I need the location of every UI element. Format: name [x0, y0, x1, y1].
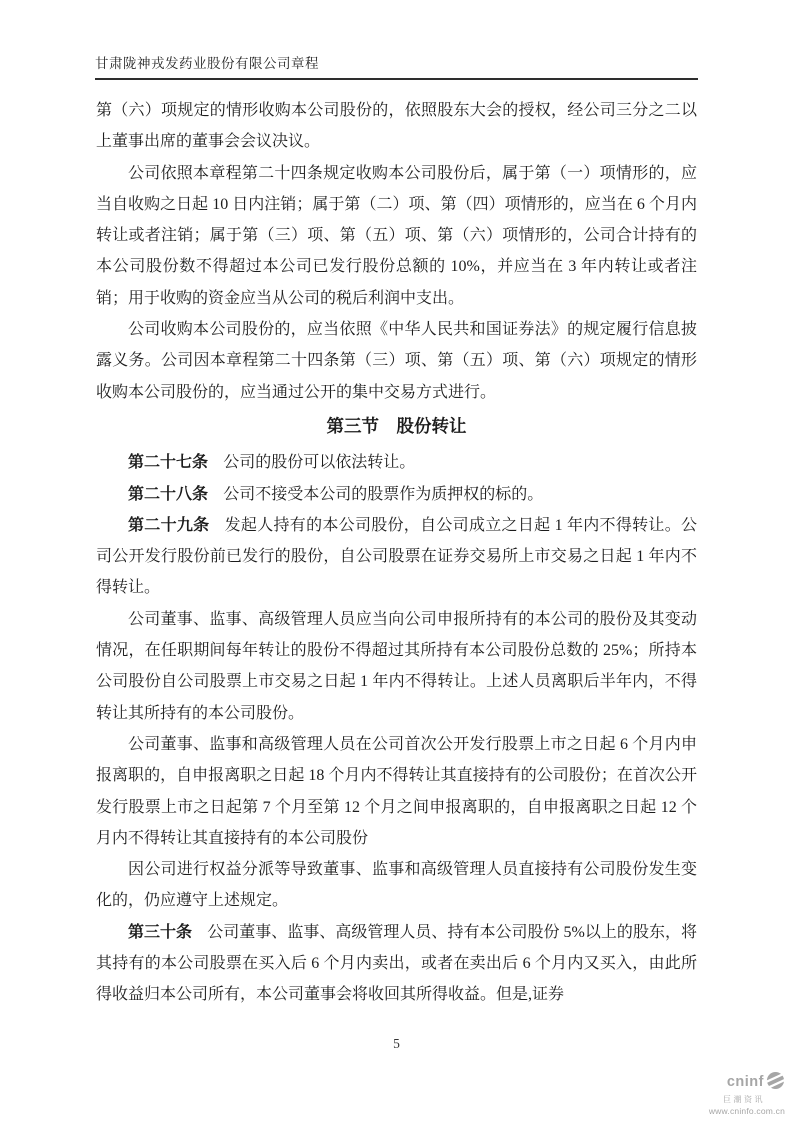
paragraph [96, 854, 697, 917]
paragraph-text: 公司的股份可以依法转让。 [223, 454, 416, 472]
section-heading: 第三节 股份转让 [326, 415, 467, 436]
cninfo-brand-name: cninf [726, 1074, 764, 1091]
paragraph [96, 447, 697, 478]
paragraph-text: 公司董事、监事、高级管理人员应当向公司申报所持有的本公司的股份及其变动情况，在任职期间每年转让的股份不得超过其所持有本公司股份总数的 25%；所持本公司股份自公司股票上市交易之日起 1 年内不得转让。上述人员离职后半年内，不得转让其所持有的本公司股份。 [96, 610, 697, 722]
article-number: 第二十九条 [128, 516, 210, 534]
document-body [96, 95, 697, 1011]
paragraph [96, 479, 697, 510]
paragraph-text: 公司董事、监事、高级管理人员、持有本公司股份 5%以上的股东，将其持有的本公司股票在买入后 6 个月内卖出，或者在卖出后 6 个月内又买入，由此所得收益归本公司所有，本公司董事会将收回其所得收益。但是,证券 [96, 923, 697, 1004]
paragraph [96, 729, 697, 854]
cninfo-brand-row [697, 1071, 785, 1094]
article-number: 第二十八条 [128, 485, 209, 503]
article-number: 第二十七条 [128, 454, 209, 472]
paragraph-text: 公司依照本章程第二十四条规定收购本公司股份后，属于第（一）项情形的，应当自收购之日起 10 日内注销；属于第（二）项、第（四）项情形的，应当在 6 个月内转让或者注销；属于第（三）项、第（五）项、第（六）项情形的，公司合计持有的本公司股份数不得超过本公司已发行股份总额的 10%，并应当在 3 年内转让或者注销；用于收购的资金应当从公司的税后利润中支出。 [96, 164, 697, 307]
paragraph [96, 510, 697, 604]
paragraph-text: 公司收购本公司股份的，应当依照《中华人民共和国证券法》的规定履行信息披露义务。公司因本章程第二十四条第（三）项、第（五）项、第（六）项规定的情形收购本公司股份的，应当通过公开的集中交易方式进行。 [96, 321, 697, 401]
cninfo-brand-url: www.cninfo.com.cn [708, 1106, 785, 1116]
paragraph-text: 发起人持有的本公司股份，自公司成立之日起 1 年内不得转让。公司公开发行股份前已发行的股份，自公司股票在证券交易所上市交易之日起 1 年内不得转让。 [96, 516, 697, 597]
paragraph [96, 917, 697, 1011]
paragraph [96, 314, 697, 408]
paragraph-text: 第（六）项规定的情形收购本公司股份的，依照股东大会的授权，经公司三分之二以上董事出席的董事会会议决议。 [96, 102, 697, 151]
page-number: 5 [393, 1036, 400, 1051]
cninfo-brand-chinese: 巨潮资讯 [723, 1095, 765, 1104]
paragraph [96, 604, 697, 729]
cninfo-globe-icon [766, 1071, 785, 1094]
paragraph [96, 158, 697, 314]
article-number: 第三十条 [128, 923, 193, 941]
cninfo-watermark [697, 1071, 785, 1116]
page-header-title: 甘肃陇神戎发药业股份有限公司章程 [95, 52, 698, 80]
paragraph-text: 公司不接受本公司的股票作为质押权的标的。 [223, 485, 544, 503]
paragraph [96, 95, 697, 158]
paragraph-text: 公司董事、监事和高级管理人员在公司首次公开发行股票上市之日起 6 个月内申报离职的，自申报离职之日起 18 个月内不得转让其直接持有的公司股份；在首次公开发行股票上市之日起第 7 个月至第 12 个月之间申报离职的，自申报离职之日起 12 个月内不得转让其直接持有的本公司股份 [96, 735, 697, 847]
paragraph-text: 因公司进行权益分派等导致董事、监事和高级管理人员直接持有公司股份发生变化的，仍应遵守上述规定。 [96, 861, 697, 910]
